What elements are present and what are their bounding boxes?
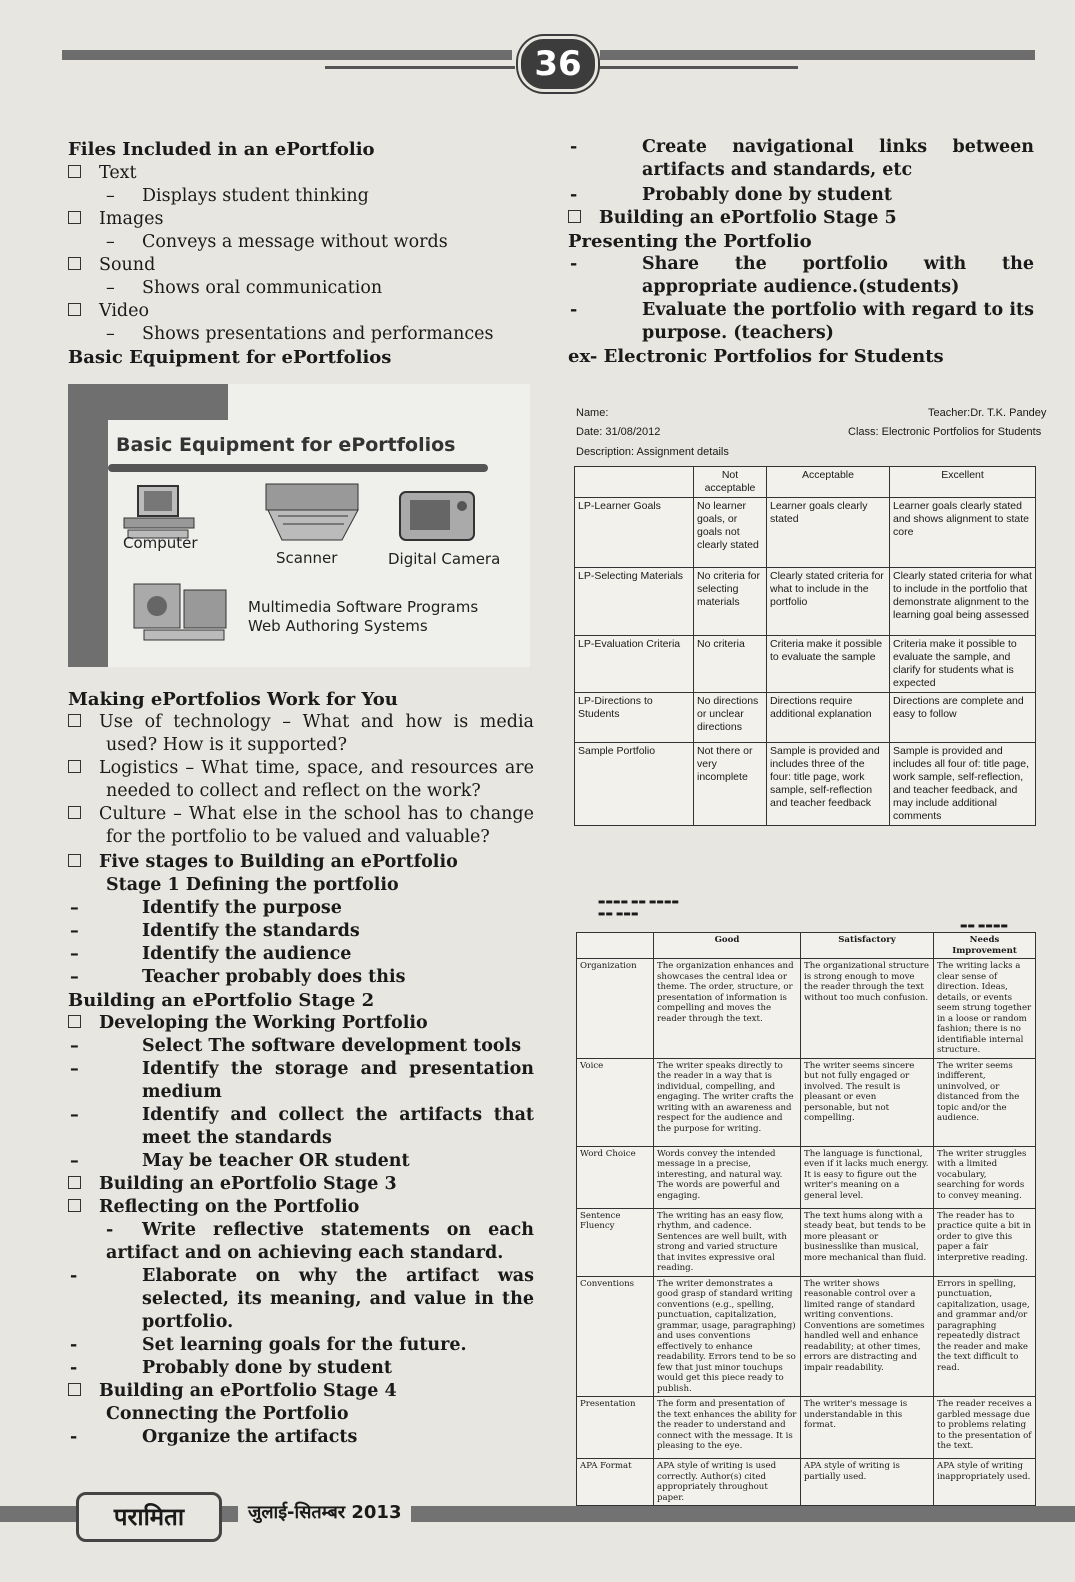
table-cell: Word Choice [577, 1146, 654, 1208]
table-header: Not acceptable [694, 467, 767, 498]
table-row [575, 636, 1036, 693]
camera-icon [394, 482, 484, 548]
table-header: Satisfactory [801, 933, 934, 959]
table-row [577, 1459, 1036, 1506]
stage1-item: – Identify the standards [70, 921, 360, 941]
stage2-item: – Select The software development tools [70, 1036, 522, 1056]
scanner-label: Scanner [276, 549, 338, 567]
table-row [575, 498, 1036, 568]
checkbox-icon [68, 854, 81, 867]
table-cell: Criteria make it possible to evaluate the sample, and clarify for students what is expected [890, 636, 1036, 693]
table-header: Needs Improvement [934, 933, 1036, 959]
table-cell: Organization [577, 959, 654, 1059]
files-heading: Files Included in an ePortfolio [68, 139, 375, 160]
file-item-text: Text [68, 162, 538, 185]
figure-side-bar [68, 384, 108, 667]
checkbox-icon [68, 1383, 81, 1396]
checkbox-icon [68, 1199, 81, 1212]
stage4-heading: Building an ePortfolio Stage 4 [68, 1380, 534, 1403]
table-row [577, 959, 1036, 1059]
left-column-bottom [68, 688, 534, 1449]
table-cell: Presentation [577, 1397, 654, 1459]
table-cell: The writing has an easy flow, rhythm, and cadence. Sentences are well built, with strong and varied structure that invites expressive oral reading. [654, 1208, 801, 1276]
file-item-video: Video [68, 300, 538, 323]
table-cell: APA style of writing is used correctly. Author(s) cited appropriately throughout paper. [654, 1459, 801, 1506]
file-desc: – Shows oral communication [106, 278, 383, 298]
checkbox-icon [68, 257, 81, 270]
table-row [575, 568, 1036, 636]
table-cell: APA style of writing is partially used. [801, 1459, 934, 1506]
left-column-top [68, 138, 538, 369]
table-cell: The form and presentation of the text enhances the ability for the reader to understand and connect with the message. It is pleasing to the eye. [654, 1397, 801, 1459]
table-cell: The text hums along with a steady beat, but tends to be more pleasant or businesslike than musical, more mechanical than fluid. [801, 1208, 934, 1276]
file-desc: – Shows presentations and performances [106, 324, 494, 344]
table-header: Acceptable [767, 467, 890, 498]
table-cell: The reader has to practice quite a bit in order to give this paper a fair interpretive reading. [934, 1208, 1036, 1276]
figure-title: Basic Equipment for ePortfolios [116, 434, 456, 456]
table-cell: The writer's message is understandable in this format. [801, 1397, 934, 1459]
table-cell: Sample Portfolio [575, 743, 694, 826]
table-cell: The organization enhances and showcases the central idea or theme. The order, structure, or presentation of information is compelling and moves the reader through the text. [654, 959, 801, 1059]
table-cell: Sentence Fluency [577, 1208, 654, 1276]
stage3-item: - Set learning goals for the future. [70, 1335, 467, 1355]
stage1-item: – Identify the purpose [70, 898, 342, 918]
table-cell: Sample is provided and includes all four of: title page, work sample, self-reflection, and teacher feedback, and may include additional comments [890, 743, 1036, 826]
file-desc: – Displays student thinking [106, 186, 369, 206]
checkbox-icon [68, 714, 81, 727]
stage3-item: - Elaborate on why the artifact was selected, its meaning, and value in the portfolio. [70, 1266, 534, 1332]
table-cell: The reader receives a garbled message due to problems relating to the presentation of the text. [934, 1397, 1036, 1459]
header-rule-right [600, 50, 1035, 60]
software-label-2: Web Authoring Systems [248, 617, 428, 635]
making-item: Logistics – What time, space, and resources are needed to collect and reflect on the work? [68, 757, 534, 803]
file-item-images: Images [68, 208, 538, 231]
stage2-item: – Identify the storage and presentation medium [70, 1059, 534, 1102]
stage2-item: – Identify and collect the artifacts that meet the standards [70, 1105, 534, 1148]
table-cell: Words convey the intended message in a precise, interesting, and natural way. The words are powerful and engaging. [654, 1146, 801, 1208]
right-column-top [568, 136, 1034, 368]
table-header [577, 933, 654, 959]
file-item-sound: Sound [68, 254, 538, 277]
table-cell: APA Format [577, 1459, 654, 1506]
table-cell: No learner goals, or goals not clearly stated [694, 498, 767, 568]
stage2-sub: Developing the Working Portfolio [68, 1012, 534, 1035]
table-header: Good [654, 933, 801, 959]
table-cell: Conventions [577, 1276, 654, 1397]
table-cell: Directions require additional explanation [767, 693, 890, 743]
rubric1-table [574, 466, 1036, 826]
making-item: Culture – What else in the school has to change for the portfolio to be valued and valuable? [68, 803, 534, 849]
journal-logo: परामिता [76, 1492, 222, 1542]
multimedia-icon [124, 576, 244, 648]
checkbox-icon [68, 806, 81, 819]
table-cell: Voice [577, 1058, 654, 1146]
checkbox-icon [68, 211, 81, 224]
table-cell: The writer speaks directly to the reader in a way that is individual, compelling, and engaging. The writer crafts the writing with an awareness and respect for the audience and the purpose for writing. [654, 1058, 801, 1146]
computer-icon [118, 480, 208, 542]
rubric1-description: Description: Assignment details [576, 446, 729, 458]
making-item: Use of technology – What and how is media used? How is it supported? [68, 711, 534, 757]
table-row [577, 1397, 1036, 1459]
table-cell: LP-Learner Goals [575, 498, 694, 568]
table-header [575, 467, 694, 498]
table-cell: Clearly stated criteria for what to include in the portfolio [767, 568, 890, 636]
stage2-item: – May be teacher OR student [70, 1151, 410, 1171]
example-heading: ex- Electronic Portfolios for Students [568, 346, 944, 367]
table-row [577, 1058, 1036, 1146]
table-row [577, 1208, 1036, 1276]
table-cell: LP-Evaluation Criteria [575, 636, 694, 693]
table-cell: The writer shows reasonable control over a limited range of standard writing conventions. Conventions are sometimes handled well and enhance readability; at other times, errors are distracting and impair readability. [801, 1276, 934, 1397]
stage3-item: - Write reflective statements on each artifact and on achieving each standard. [106, 1220, 534, 1263]
software-label-1: Multimedia Software Programs [248, 598, 479, 616]
table-header-row [577, 933, 1036, 959]
checkbox-icon [68, 1015, 81, 1028]
five-stages: Five stages to Building an ePortfolio [68, 851, 534, 874]
table-cell: LP-Directions to Students [575, 693, 694, 743]
table-cell: No directions or unclear directions [694, 693, 767, 743]
table-cell: Criteria make it possible to evaluate the sample [767, 636, 890, 693]
rubric1-teacher: Teacher:Dr. T.K. Pandey [928, 407, 1047, 419]
stage3-sub: Reflecting on the Portfolio [68, 1196, 534, 1219]
bleed-through-mark: ▬▬▬ ▬▬ [598, 908, 639, 918]
camera-label: Digital Camera [388, 550, 501, 568]
table-cell: APA style of writing inappropriately used. [934, 1459, 1036, 1506]
stage3-item: - Probably done by student [70, 1358, 392, 1378]
stage4-sub: Connecting the Portfolio [106, 1404, 349, 1424]
rubric2-table [576, 932, 1036, 1506]
figure-rule [108, 464, 488, 472]
rubric1-name: Name: [576, 407, 609, 419]
stage1-heading: Stage 1 Defining the portfolio [106, 875, 399, 895]
stage5-item: - Share the portfolio with the appropriate audience.(students) [570, 254, 1034, 297]
stage5-sub: Presenting the Portfolio [568, 231, 812, 252]
table-cell: No criteria [694, 636, 767, 693]
stage5-heading: Building an ePortfolio Stage 5 [568, 207, 1034, 230]
making-heading: Making ePortfolios Work for You [68, 689, 398, 710]
header-thin-rule-right [598, 66, 798, 69]
bleed-through-mark: ▬▬▬▬ ▬▬ ▬▬▬▬ [598, 896, 680, 906]
table-row [575, 693, 1036, 743]
table-cell: Learner goals clearly stated [767, 498, 890, 568]
figure-top-bar [68, 384, 228, 420]
table-cell: Learner goals clearly stated and shows alignment to state core [890, 498, 1036, 568]
computer-label: Computer [123, 534, 198, 552]
table-cell: The writer demonstrates a good grasp of standard writing conventions (e.g., spelling, punctuation, capitalization, grammar, usage, paragraphing) and uses conventions effectively to enhance readability. Errors tend to be so few that just minor touchups would get this piece ready to publish. [654, 1276, 801, 1397]
table-cell: Errors in spelling, punctuation, capitalization, usage, and grammar and/or paragraphing repeatedly distract the reader and make the text difficult to read. [934, 1276, 1036, 1397]
table-cell: No criteria for selecting materials [694, 568, 767, 636]
checkbox-icon [68, 165, 81, 178]
stage4-item: - Organize the artifacts [70, 1427, 358, 1447]
stage1-item: – Identify the audience [70, 944, 352, 964]
table-cell: LP-Selecting Materials [575, 568, 694, 636]
stage5-item: - Evaluate the portfolio with regard to its purpose. (teachers) [570, 300, 1034, 343]
scanner-icon [258, 476, 368, 548]
checkbox-icon [68, 303, 81, 316]
table-cell: The organizational structure is strong enough to move the reader through the text without too much confusion. [801, 959, 934, 1059]
header-rule-left [62, 50, 512, 60]
equipment-figure [68, 384, 530, 667]
table-cell: The writer struggles with a limited vocabulary, searching for words to convey meaning. [934, 1146, 1036, 1208]
rubric1-class: Class: Electronic Portfolios for Students [848, 426, 1042, 438]
table-cell: Directions are complete and easy to follow [890, 693, 1036, 743]
stage4-cont-item: - Create navigational links between artifacts and standards, etc [570, 137, 1034, 180]
bleed-through-mark: ▬▬▬▬ ▬▬ [960, 920, 1009, 930]
table-cell: The writing lacks a clear sense of direction. Ideas, details, or events seem strung together in a loose or random fashion; there is no identifiable internal structure. [934, 959, 1036, 1059]
rubric1-date: Date: 31/08/2012 [576, 426, 661, 438]
header-thin-rule-left [325, 66, 515, 69]
table-cell: The writer seems indifferent, uninvolved, or distanced from the topic and/or the audience. [934, 1058, 1036, 1146]
equipment-heading: Basic Equipment for ePortfolios [68, 347, 392, 368]
table-header-row [575, 467, 1036, 498]
checkbox-icon [68, 760, 81, 773]
stage2-heading: Building an ePortfolio Stage 2 [68, 990, 375, 1011]
table-cell: Sample is provided and includes three of the four: title page, work sample, self-reflection and teacher feedback [767, 743, 890, 826]
table-row [577, 1146, 1036, 1208]
file-desc: – Conveys a message without words [106, 232, 448, 252]
checkbox-icon [68, 1176, 81, 1189]
table-header: Excellent [890, 467, 1036, 498]
page-number: 36 [518, 36, 598, 92]
table-row [575, 743, 1036, 826]
table-row [577, 1276, 1036, 1397]
table-cell: The language is functional, even if it lacks much energy. It is easy to figure out the writer's meaning on a general level. [801, 1146, 934, 1208]
stage4-cont-item: - Probably done by student [570, 185, 892, 205]
stage1-item: – Teacher probably does this [70, 967, 406, 987]
table-cell: The writer seems sincere but not fully engaged or involved. The result is pleasant or even personable, but not compelling. [801, 1058, 934, 1146]
table-cell: Clearly stated criteria for what to include in the portfolio that demonstrate alignment to the learning goal being assessed [890, 568, 1036, 636]
issue-date: जुलाई-सितम्बर 2013 [238, 1500, 411, 1524]
checkbox-icon [568, 210, 581, 223]
table-cell: Not there or very incomplete [694, 743, 767, 826]
stage3-heading: Building an ePortfolio Stage 3 [68, 1173, 534, 1196]
